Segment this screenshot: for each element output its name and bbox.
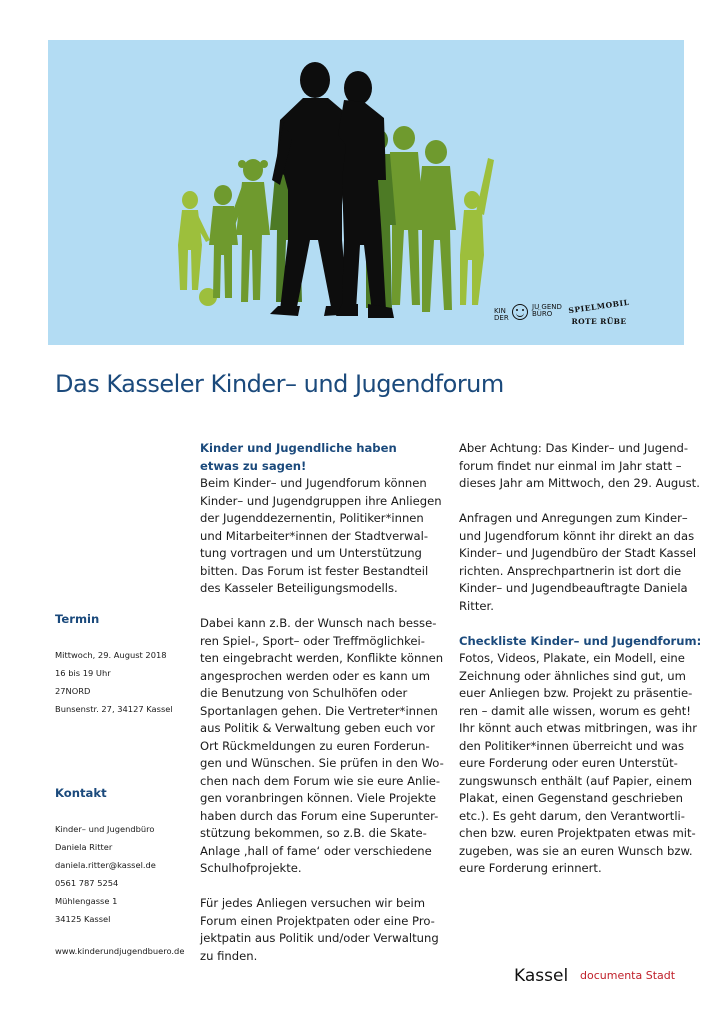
text-line: Kinder– und Jugendgruppen ihre Anliegen: [200, 493, 442, 508]
text-line: den Politiker*innen überreicht und was: [459, 738, 685, 753]
text-line: zungswunsch enthält (auf Papier, einem: [459, 773, 693, 788]
right-column: [459, 440, 702, 878]
text-line: tung vortragen und um Unterstützung: [200, 546, 422, 560]
text-line: Ort Rückmeldungen zu euren Forderun-: [200, 738, 430, 753]
checklist-heading: Checkliste Kinder– und Jugendforum:: [459, 633, 702, 648]
text-line: des Kasseler Beteiligungsmodells.: [200, 581, 398, 595]
text-line: aus Politik & Verwaltung geben euch vor: [200, 721, 435, 735]
kontakt-street: Mühlengasse 1: [55, 896, 118, 906]
text-line: Ritter.: [459, 598, 494, 613]
middle-column: [200, 440, 444, 965]
hero-banner: [48, 40, 684, 345]
logo-jugendbuero-text: JU GEND BÜRO: [532, 303, 562, 318]
page-title: Das Kasseler Kinder– und Jugendforum: [55, 370, 504, 398]
text-line: bitten. Das Forum ist fester Bestandteil: [200, 563, 429, 578]
termin-heading: Termin: [55, 612, 100, 626]
text-line: stützung bekommen, so z.B. die Skate-: [200, 826, 427, 840]
kontakt-phone: 0561 787 5254: [55, 878, 119, 888]
text-line: Für jedes Anliegen versuchen wir beim: [200, 896, 425, 910]
kontakt-office: Kinder– und Jugendbüro: [55, 824, 155, 834]
text-line: der Jugenddezernentin, Politiker*innen: [200, 511, 424, 525]
text-line: Zeichnung oder ähnliches sind gut, um: [459, 668, 686, 683]
text-line: Dabei kann z.B. der Wunsch nach besse-: [200, 616, 437, 630]
kontakt-heading: Kontakt: [55, 786, 107, 800]
logo-kinder-text: KIN DER: [494, 307, 509, 322]
text-line: gen voranbringen können. Viele Projekte: [200, 791, 437, 805]
kontakt-email[interactable]: daniela.ritter@kassel.de: [55, 860, 156, 870]
text-line: Anlage ‚hall of fame‘ oder verschiedene: [200, 843, 432, 858]
text-line: chen nach dem Forum wie sie eure Anlie-: [200, 773, 441, 788]
termin-date: Mittwoch, 29. August 2018: [55, 650, 167, 660]
middle-heading-line: Kinder und Jugendliche haben: [200, 441, 397, 455]
text-line: Ihr könnt auch etwas mitbringen, was ihr: [459, 721, 698, 735]
text-line: zugeben, was sie an euren Wunsch bzw.: [459, 843, 693, 858]
main-figures: [270, 62, 394, 318]
text-line: Sportanlagen gehen. Die Vertreter*innen: [200, 703, 438, 718]
logo-rote-ruebe-text: ROTE RÜBE: [571, 317, 627, 326]
website-link[interactable]: www.kinderundjugendbuero.de: [55, 946, 185, 956]
text-line: richten. Ansprechpartnerin ist dort die: [459, 563, 682, 578]
kontakt-person: Daniela Ritter: [55, 842, 113, 852]
text-line: etc.). Es geht darum, den Verantwortli-: [459, 808, 685, 823]
text-line: Anfragen und Anregungen zum Kinder–: [459, 511, 688, 525]
text-line: eure Forderung oder euren Unterstüt-: [459, 756, 678, 770]
text-line: ten eingebracht werden, Konflikte können: [200, 651, 444, 665]
text-line: gen und Wünschen. Sie prüfen in den Wo-: [200, 756, 444, 770]
kontakt-city: 34125 Kassel: [55, 914, 111, 924]
text-line: Plakat, einen Gegenstand geschrieben: [459, 791, 683, 805]
kassel-logo: Kassel: [514, 966, 569, 986]
text-line: zu finden.: [200, 948, 258, 963]
kinder-jugendbuero-logo: [494, 302, 564, 332]
text-line: Aber Achtung: Das Kinder– und Jugend-: [459, 441, 689, 455]
text-line: euer Anliegen bzw. Projekt zu präsentie-: [459, 686, 693, 700]
text-line: ren – damit alle wissen, worum es geht!: [459, 703, 691, 718]
middle-heading-line: etwas zu sagen!: [200, 458, 307, 473]
text-line: und Jugendforum könnt ihr direkt an das: [459, 528, 695, 543]
text-line: Kinder– und Jugendbeauftragte Daniela: [459, 581, 688, 595]
termin-address: Bunsenstr. 27, 34127 Kassel: [55, 704, 173, 714]
text-line: forum findet nur einmal im Jahr statt –: [459, 458, 682, 473]
text-line: jektpatin aus Politik und/oder Verwaltung: [200, 931, 439, 945]
termin-time: 16 bis 19 Uhr: [55, 668, 111, 678]
text-line: chen bzw. euren Projektpaten etwas mit-: [459, 826, 696, 840]
text-line: und Mitarbeiter*innen der Stadtverwal-: [200, 528, 429, 543]
text-line: Fotos, Videos, Plakate, ein Modell, eine: [459, 651, 685, 665]
documenta-stadt-label: documenta Stadt: [580, 969, 676, 982]
text-line: Kinder– und Jugendbüro der Stadt Kassel: [459, 546, 697, 560]
text-line: angesprochen werden oder es kann um: [200, 668, 431, 683]
text-line: Schulhofprojekte.: [200, 861, 302, 875]
text-line: eure Forderung erinnert.: [459, 861, 602, 875]
text-line: dieses Jahr am Mittwoch, den 29. August.: [459, 476, 700, 490]
text-line: Beim Kinder– und Jugendforum können: [200, 476, 427, 490]
spielmobil-logo: [564, 297, 634, 334]
text-line: haben durch das Forum eine Superunter-: [200, 808, 439, 823]
text-line: die Benutzung von Schulhöfen oder: [200, 686, 408, 700]
termin-venue: 27NORD: [55, 686, 91, 696]
text-line: Forum einen Projektpaten oder eine Pro-: [200, 913, 435, 928]
text-line: ren Spiel-, Sport– oder Treffmöglichkei-: [200, 633, 425, 648]
logo-spielmobil-text: SPIELMOBIL: [567, 297, 631, 316]
